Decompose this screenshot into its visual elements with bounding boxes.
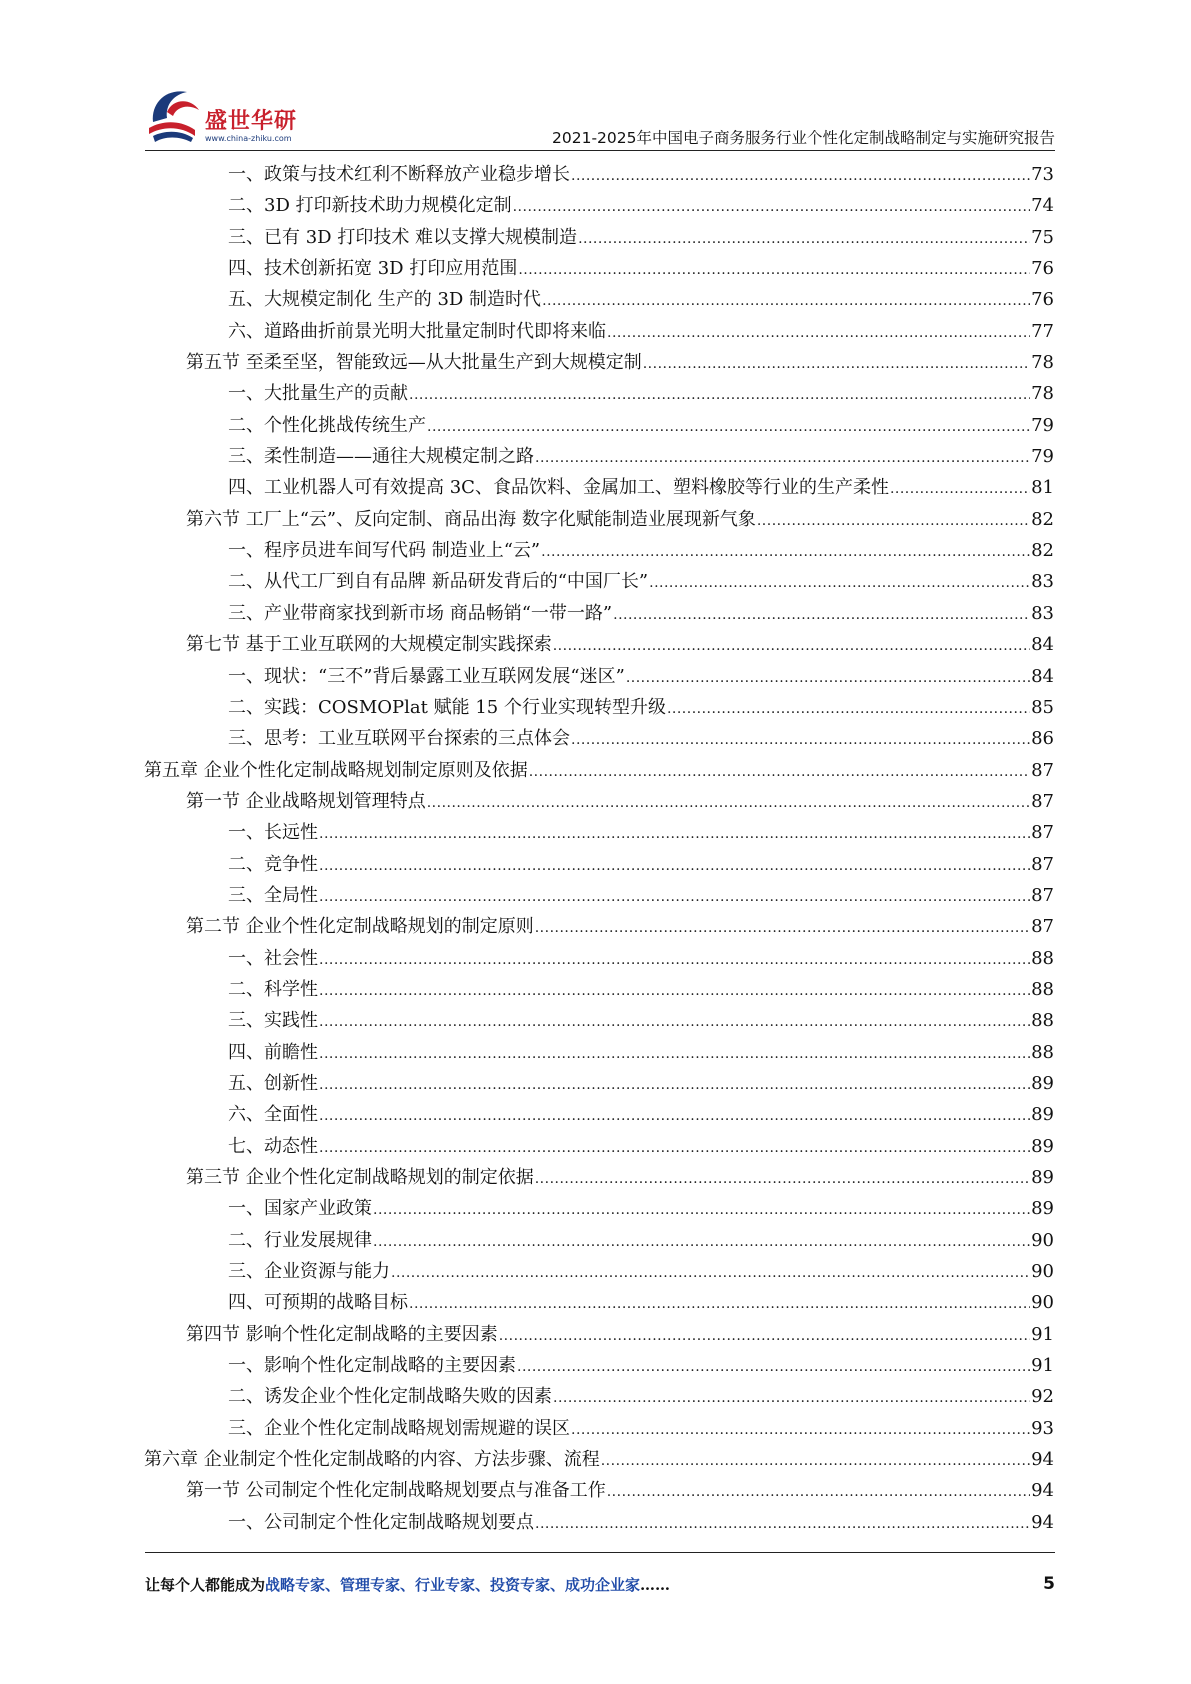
toc-entry-page: 73 xyxy=(1031,164,1054,185)
toc-dot-leader xyxy=(667,694,1030,725)
toc-entry-page: 94 xyxy=(1031,1511,1054,1533)
toc-entry-label: 三、产业带商家找到新市场 商品畅销“一带一路” xyxy=(228,602,613,624)
toc-entry-label: 三、企业资源与能力 xyxy=(228,1261,390,1283)
toc-entry[interactable] xyxy=(144,1068,1054,1099)
toc-dot-leader xyxy=(535,1164,1030,1195)
toc-entry-page: 87 xyxy=(1031,884,1054,906)
toc-dot-leader xyxy=(319,1101,1030,1132)
toc-entry-label: 四、前瞻性 xyxy=(228,1041,318,1063)
footer-divider xyxy=(145,1552,1055,1553)
toc-dot-leader xyxy=(517,1352,1030,1383)
toc-entry[interactable] xyxy=(144,535,1054,566)
toc-entry-label: 一、影响个性化定制战略的主要因素 xyxy=(228,1355,516,1377)
toc-dot-leader xyxy=(373,1195,1030,1226)
toc-entry[interactable] xyxy=(144,974,1054,1005)
toc-entry[interactable] xyxy=(144,504,1054,535)
toc-entry[interactable] xyxy=(144,284,1054,315)
toc-entry-page: 83 xyxy=(1031,602,1054,624)
toc-entry-page: 82 xyxy=(1031,508,1054,530)
toc-dot-leader xyxy=(319,1039,1030,1070)
toc-dot-leader xyxy=(542,286,1030,317)
toc-entry-label: 三、实践性 xyxy=(228,1010,318,1032)
slogan-prefix: 让每个人都能成为 xyxy=(145,1576,266,1594)
toc-entry-label: 第三节 企业个性化定制战略规划的制定依据 xyxy=(186,1167,534,1188)
toc-dot-leader xyxy=(319,976,1030,1007)
toc-entry[interactable] xyxy=(144,1444,1054,1475)
toc-entry-page: 85 xyxy=(1031,696,1054,718)
toc-dot-leader xyxy=(535,443,1030,474)
toc-entry[interactable] xyxy=(144,1381,1054,1412)
toc-entry[interactable] xyxy=(144,1350,1054,1381)
page-header xyxy=(145,80,1055,152)
toc-entry[interactable] xyxy=(144,849,1054,880)
toc-entry-page: 94 xyxy=(1031,1480,1054,1502)
toc-entry-label: 二、3D 打印新技术助力规模化定制 xyxy=(228,195,512,217)
toc-entry-page: 87 xyxy=(1031,759,1054,781)
toc-entry-label: 四、工业机器人可有效提高 3C、食品饮料、金属加工、塑料橡胶等行业的生产柔性 xyxy=(228,477,889,499)
toc-entry-label: 第七节 基于工业互联网的大规模定制实践探索 xyxy=(186,634,552,656)
toc-dot-leader xyxy=(757,506,1030,537)
toc-entry[interactable] xyxy=(144,1099,1054,1130)
toc-dot-leader xyxy=(319,819,1030,850)
toc-entry-page: 89 xyxy=(1031,1135,1054,1157)
toc-entry-page: 89 xyxy=(1031,1167,1054,1188)
toc-entry[interactable] xyxy=(144,723,1054,754)
toc-dot-leader xyxy=(373,1227,1030,1258)
toc-entry[interactable] xyxy=(144,598,1054,629)
toc-entry-page: 75 xyxy=(1031,226,1054,248)
toc-dot-leader xyxy=(535,1509,1030,1540)
toc-entry[interactable] xyxy=(144,692,1054,723)
toc-entry[interactable] xyxy=(144,943,1054,974)
toc-dot-leader xyxy=(319,945,1030,976)
toc-entry-page: 88 xyxy=(1031,1010,1054,1032)
toc-entry-page: 87 xyxy=(1031,822,1054,844)
toc-entry[interactable] xyxy=(144,316,1054,347)
toc-dot-leader xyxy=(890,474,1030,505)
toc-entry-page: 91 xyxy=(1031,1323,1054,1345)
toc-entry[interactable] xyxy=(144,1287,1054,1318)
toc-entry[interactable] xyxy=(144,410,1054,441)
toc-entry[interactable] xyxy=(144,347,1054,378)
logo-title: 盛世华研 xyxy=(205,109,298,134)
toc-entry[interactable] xyxy=(144,755,1054,786)
toc-entry-page: 88 xyxy=(1031,978,1054,1000)
toc-entry-label: 第六章 企业制定个性化定制战略的内容、方法步骤、流程 xyxy=(144,1449,600,1471)
toc-entry-page: 89 xyxy=(1031,1104,1054,1126)
logo-url: www.china-zhiku.com xyxy=(205,134,292,143)
toc-entry-page: 84 xyxy=(1031,634,1054,656)
slogan-suffix: …… xyxy=(640,1576,671,1594)
toc-dot-leader xyxy=(319,882,1030,913)
toc-entry-label: 二、竞争性 xyxy=(228,853,318,875)
toc-entry-page: 89 xyxy=(1031,1072,1054,1094)
toc-dot-leader xyxy=(409,380,1030,411)
toc-dot-leader xyxy=(649,568,1030,599)
toc-dot-leader xyxy=(607,318,1030,349)
toc-entry-page: 90 xyxy=(1031,1229,1054,1251)
toc-entry-page: 82 xyxy=(1031,540,1054,562)
page-number: 5 xyxy=(1043,1574,1055,1594)
toc-dot-leader xyxy=(578,224,1030,255)
toc-entry-label: 一、现状：“三不”背后暴露工业互联网发展“迷区” xyxy=(228,665,625,687)
toc-entry-page: 87 xyxy=(1031,790,1054,812)
toc-entry[interactable] xyxy=(144,661,1054,692)
toc-entry-label: 第五节 至柔至坚，智能致远—从大批量生产到大规模定制 xyxy=(186,352,642,374)
toc-entry-label: 第五章 企业个性化定制战略规划制定原则及依据 xyxy=(144,759,528,781)
toc-entry-label: 二、科学性 xyxy=(228,978,318,1000)
toc-entry-label: 一、程序员进车间写代码 制造业上“云” xyxy=(228,540,541,562)
toc-entry-label: 五、创新性 xyxy=(228,1072,318,1094)
toc-dot-leader xyxy=(427,788,1030,819)
toc-entry-page: 77 xyxy=(1031,320,1054,342)
toc-entry-page: 78 xyxy=(1031,352,1054,374)
toc-dot-leader xyxy=(601,1446,1030,1477)
toc-entry-page: 87 xyxy=(1031,853,1054,875)
toc-entry-label: 四、技术创新拓宽 3D 打印应用范围 xyxy=(228,258,518,280)
toc-entry-label: 三、思考：工业互联网平台探索的三点体会 xyxy=(228,728,570,750)
toc-entry[interactable] xyxy=(144,159,1054,190)
toc-entry[interactable] xyxy=(144,378,1054,409)
toc-entry-label: 一、公司制定个性化定制战略规划要点 xyxy=(228,1511,534,1533)
company-logo xyxy=(145,82,335,148)
toc-entry-label: 五、大规模定制化 生产的 3D 制造时代 xyxy=(228,289,542,311)
toc-entry[interactable] xyxy=(144,1475,1054,1506)
toc-entry-label: 七、动态性 xyxy=(228,1135,318,1157)
toc-entry-page: 90 xyxy=(1031,1292,1054,1314)
toc-entry-page: 81 xyxy=(1031,477,1054,499)
toc-entry-page: 79 xyxy=(1031,414,1054,436)
toc-entry[interactable] xyxy=(144,1319,1054,1350)
toc-dot-leader xyxy=(553,1383,1030,1414)
toc-dot-leader xyxy=(553,631,1030,662)
toc-dot-leader xyxy=(571,725,1030,756)
toc-dot-leader xyxy=(427,412,1030,443)
footer-slogan xyxy=(145,1574,670,1595)
toc-entry-label: 一、大批量生产的贡献 xyxy=(228,383,408,405)
toc-entry[interactable] xyxy=(144,472,1054,503)
toc-entry[interactable] xyxy=(144,1256,1054,1287)
toc-entry[interactable] xyxy=(144,441,1054,472)
report-title: 2021-2025年中国电子商务服务行业个性化定制战略制定与实施研究报告 xyxy=(552,129,1055,147)
toc-entry-label: 一、长远性 xyxy=(228,822,318,844)
toc-dot-leader xyxy=(499,1321,1030,1352)
toc-entry-page: 91 xyxy=(1031,1355,1054,1377)
toc-entry-label: 一、国家产业政策 xyxy=(228,1198,372,1220)
toc-entry[interactable] xyxy=(144,1507,1054,1538)
toc-dot-leader xyxy=(613,600,1030,631)
toc-dot-leader xyxy=(541,537,1030,568)
toc-entry[interactable] xyxy=(144,1413,1054,1444)
toc-entry-label: 第六节 工厂上“云”、反向定制、商品出海 数字化赋能制造业展现新气象 xyxy=(186,508,756,530)
toc-dot-leader xyxy=(409,1289,1030,1320)
toc-dot-leader xyxy=(535,913,1030,944)
toc-entry[interactable] xyxy=(144,911,1054,942)
toc-entry-label: 第二节 企业个性化定制战略规划的制定原则 xyxy=(186,916,534,938)
toc-entry[interactable] xyxy=(144,817,1054,848)
toc-entry-page: 76 xyxy=(1031,258,1054,280)
toc-entry[interactable] xyxy=(144,1162,1054,1193)
table-of-contents xyxy=(144,159,1054,1538)
toc-entry-page: 78 xyxy=(1031,383,1054,405)
toc-entry[interactable] xyxy=(144,629,1054,660)
toc-entry-label: 第一节 公司制定个性化定制战略规划要点与准备工作 xyxy=(186,1480,606,1502)
toc-entry-page: 94 xyxy=(1031,1449,1054,1471)
toc-dot-leader xyxy=(518,255,1030,286)
toc-entry-label: 一、社会性 xyxy=(228,947,318,969)
toc-dot-leader xyxy=(571,161,1030,192)
toc-entry[interactable] xyxy=(144,1131,1054,1162)
toc-entry[interactable] xyxy=(144,786,1054,817)
toc-entry-label: 四、可预期的战略目标 xyxy=(228,1292,408,1314)
toc-dot-leader xyxy=(643,349,1030,380)
toc-entry[interactable] xyxy=(144,1225,1054,1256)
toc-dot-leader xyxy=(529,757,1030,788)
toc-entry[interactable] xyxy=(144,880,1054,911)
toc-dot-leader xyxy=(571,1415,1030,1446)
toc-entry-page: 76 xyxy=(1031,289,1054,311)
toc-dot-leader xyxy=(319,1007,1030,1038)
toc-entry-page: 74 xyxy=(1031,195,1054,217)
toc-entry[interactable] xyxy=(144,1193,1054,1224)
toc-entry-page: 88 xyxy=(1031,1041,1054,1063)
toc-entry-page: 92 xyxy=(1031,1386,1054,1408)
toc-entry-page: 90 xyxy=(1031,1261,1054,1283)
toc-entry-page: 89 xyxy=(1031,1198,1054,1220)
toc-entry[interactable] xyxy=(144,190,1054,221)
toc-entry-page: 88 xyxy=(1031,947,1054,969)
toc-entry[interactable] xyxy=(144,566,1054,597)
toc-entry[interactable] xyxy=(144,1005,1054,1036)
toc-dot-leader xyxy=(513,192,1030,223)
toc-dot-leader xyxy=(319,851,1030,882)
toc-entry-page: 83 xyxy=(1031,571,1054,593)
toc-entry-page: 79 xyxy=(1031,446,1054,468)
toc-entry-page: 87 xyxy=(1031,916,1054,938)
toc-entry-label: 二、诱发企业个性化定制战略失败的因素 xyxy=(228,1386,552,1408)
toc-entry-label: 第一节 企业战略规划管理特点 xyxy=(186,790,426,812)
slogan-highlight: 战略专家、管理专家、行业专家、投资专家、成功企业家 xyxy=(265,1576,641,1594)
toc-entry[interactable] xyxy=(144,253,1054,284)
toc-entry-label: 六、道路曲折前景光明大批量定制时代即将来临 xyxy=(228,320,606,342)
toc-entry-page: 84 xyxy=(1031,665,1054,687)
toc-dot-leader xyxy=(319,1070,1030,1101)
toc-dot-leader xyxy=(626,663,1030,694)
toc-entry-label: 二、实践：COSMOPlat 赋能 15 个行业实现转型升级 xyxy=(228,696,666,718)
toc-entry[interactable] xyxy=(144,222,1054,253)
toc-entry-label: 二、从代工厂到自有品牌 新品研发背后的“中国厂长” xyxy=(228,571,649,593)
toc-entry-page: 93 xyxy=(1031,1417,1054,1439)
toc-entry-label: 三、全局性 xyxy=(228,884,318,906)
toc-entry-label: 三、柔性制造——通往大规模定制之路 xyxy=(228,446,534,468)
toc-entry-label: 三、已有 3D 打印技术 难以支撑大规模制造 xyxy=(228,226,578,248)
toc-dot-leader xyxy=(607,1477,1030,1508)
toc-entry-label: 三、企业个性化定制战略规划需规避的误区 xyxy=(228,1417,570,1439)
toc-dot-leader xyxy=(319,1133,1030,1164)
toc-entry-page: 86 xyxy=(1031,728,1054,750)
toc-entry-label: 六、全面性 xyxy=(228,1104,318,1126)
toc-entry[interactable] xyxy=(144,1037,1054,1068)
toc-entry-label: 一、政策与技术红利不断释放产业稳步增长 xyxy=(228,164,570,185)
header-divider xyxy=(145,150,1055,151)
toc-entry-label: 二、行业发展规律 xyxy=(228,1229,372,1251)
toc-entry-label: 二、个性化挑战传统生产 xyxy=(228,414,426,436)
toc-entry-label: 第四节 影响个性化定制战略的主要因素 xyxy=(186,1323,498,1345)
toc-dot-leader xyxy=(391,1258,1030,1289)
